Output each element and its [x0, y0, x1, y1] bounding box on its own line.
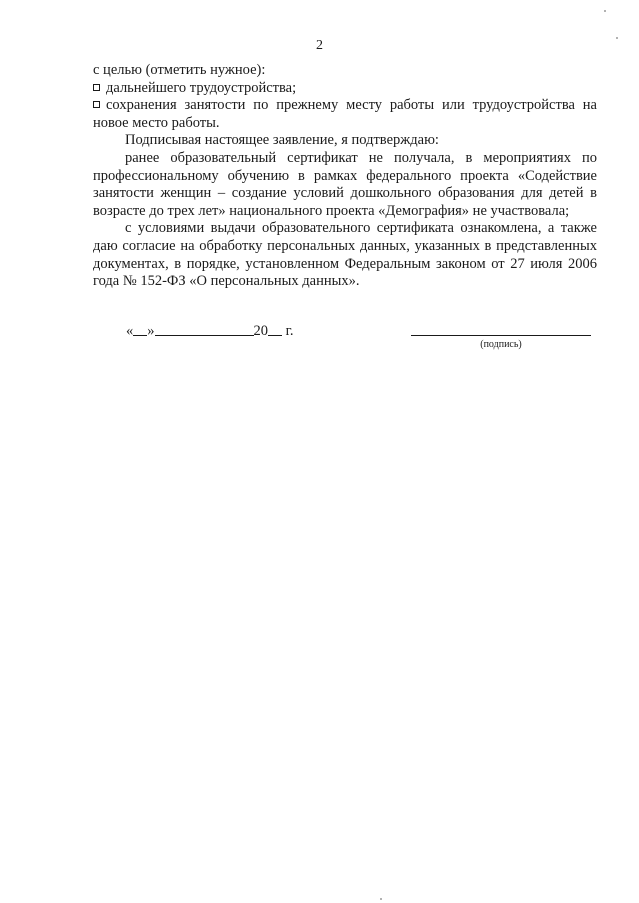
option-retention-label: сохранения занятости по прежнему месту работы или трудоустройства на новое место работы.	[93, 97, 597, 131]
year-prefix: 20	[253, 323, 268, 339]
purpose-intro: с целью (отметить нужное):	[93, 62, 266, 78]
signature-line	[411, 335, 591, 336]
signature-caption: (подпись)	[480, 339, 522, 350]
statement-body	[93, 62, 597, 291]
option-retention	[93, 97, 597, 132]
scan-speck	[616, 37, 618, 39]
date-close-quote: »	[147, 323, 155, 339]
checkbox-icon	[93, 84, 100, 91]
date-field	[126, 321, 294, 340]
confirm-item-consent: с условиями выдачи образовательного сертификата ознакомлена, а также даю согласие на обработку персональных данных, указанных в представленных документах, в порядке, установленном Федеральным законом от 27 июля 2006 года № 152-ФЗ «О персональных данных».	[93, 220, 597, 290]
page-number: 2	[316, 38, 323, 53]
scan-speck	[380, 898, 382, 900]
scan-speck	[604, 10, 606, 12]
confirm-intro: Подписывая настоящее заявление, я подтверждаю:	[125, 132, 439, 149]
checkbox-icon	[93, 101, 100, 108]
year-blank	[268, 321, 282, 336]
date-open-quote: «	[126, 323, 134, 339]
year-suffix: г.	[285, 323, 294, 339]
option-employment-label: дальнейшего трудоустройства;	[106, 79, 297, 96]
option-employment	[93, 80, 597, 98]
confirm-item-certificate: ранее образовательный сертификат не получала, в мероприятиях по профессиональному обучению в рамках федерального проекта «Содействие занятости женщин – создание условий дошкольного образования для детей в возрасте до трех лет» национального проекта «Демография» не участвовала;	[93, 149, 597, 219]
month-blank	[155, 321, 254, 336]
day-blank	[133, 321, 147, 336]
